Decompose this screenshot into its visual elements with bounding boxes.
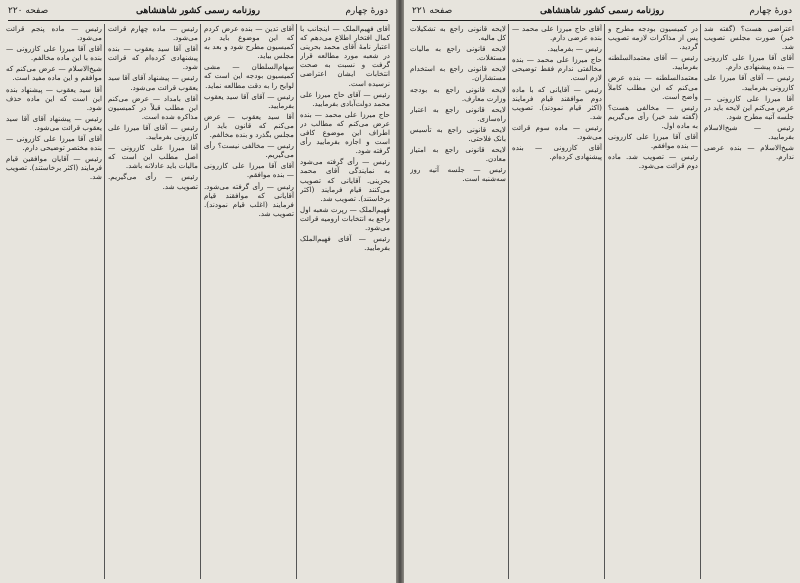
header-title: روزنامه رسمی کشور شاهنشاهی [136, 6, 260, 16]
paragraph: رئیس — رأی می‌گیریم. تصویب شد. [108, 172, 198, 191]
paragraph: لایحه قانونی راجع به مالیات مستغلات. [410, 44, 506, 63]
column-rule [508, 24, 509, 579]
paragraph: رئیس — ماده پنجم قرائت می‌شود. [6, 24, 102, 43]
paragraph: لایحه قانونی راجع به استخدام مستشاران. [410, 64, 506, 83]
paragraph: آقای کازرونی — بنده پیشنهادی کرده‌ام. [512, 143, 602, 162]
header-title: روزنامه رسمی کشور شاهنشاهی [540, 6, 664, 16]
paragraph: آقا سید یعقوب — پیشنهاد بنده این است که این ماده حذف شود. [6, 84, 102, 112]
book-gutter [396, 0, 404, 583]
paragraph: آقای تدین — بنده عرض کردم که این موضوع باید در کمیسیون مطرح شود و بعد به مجلس بیاید. [204, 24, 294, 61]
paragraph: رئیس — پیشنهاد آقای آقا سید یعقوب قرائت می‌شود. [6, 113, 102, 132]
column-rule [200, 24, 201, 579]
paragraph: رئیس — رأی گرفته می‌شود. آقایانی که موافقند قیام فرمایند (اغلب قیام نمودند). تصویب شد. [204, 181, 294, 218]
paragraph: شیخ‌الاسلام — بنده عرضی ندارم. [704, 143, 794, 162]
header-page-number: صفحه ۲۲۰ [8, 6, 49, 16]
paragraph: رئیس — پیشنهاد آقای آقا سید یعقوب قرائت می‌شود. [108, 73, 198, 92]
column-3 [108, 24, 198, 579]
column-2 [608, 24, 698, 579]
paragraph: فهیم‌الملک — رپرت شعبه اول راجع به انتخابات ارومیه قرائت می‌شود. [300, 204, 390, 232]
paragraph: آقا میرزا علی کازرونی — عرض می‌کنم این لایحه باید در جلسه آتیه مطرح شود. [704, 93, 794, 121]
paragraph: رئیس — آقای معتمدالسلطنه بفرمایید. [608, 53, 698, 72]
column-1 [300, 24, 390, 579]
paragraph: رئیس — جلسه آتیه روز سه‌شنبه است. [410, 165, 506, 184]
paragraph: رئیس — ماده چهارم قرائت می‌شود. [108, 24, 198, 43]
paragraph: رئیس — رأی گرفته می‌شود به نمایندگی آقای محمد بحرینی. آقایانی که تصویب می‌کنند قیام فرمایند (اکثر برخاستند). تصویب شد. [300, 157, 390, 203]
column-4 [6, 24, 102, 579]
column-1 [704, 24, 794, 579]
paragraph: آقای آقا میرزا علی کازرونی — بنده مختصر توضیحی دارم. [6, 134, 102, 153]
paragraph: رئیس — آقای حاج میرزا علی محمد دولت‌آبادی بفرمایید. [300, 89, 390, 108]
paragraph: معتمدالسلطنه — بنده عرض می‌کنم که این مطلب کاملاً واضح است. [608, 73, 698, 101]
paragraph: در کمیسیون بودجه مطرح و پس از مذاکرات لازمه تصویب گردید. [608, 24, 698, 52]
paragraph: آقای بامداد — عرض می‌کنم این مطلب قبلاً در کمیسیون مذاکره شده است. [108, 93, 198, 121]
paragraph: آقای آقا میرزا علی کازرونی — بنده موافقم. [608, 132, 698, 151]
paragraph: لایحه قانونی راجع به اعتبار راه‌سازی. [410, 104, 506, 123]
paragraph: آقا میرزا علی کازرونی — اصل مطلب این است که مالیات باید عادلانه باشد. [108, 143, 198, 171]
header-section: دورهٔ چهارم [749, 6, 792, 16]
paragraph: آقای آقا میرزا علی کازرونی — بنده با این ماده مخالفم. [6, 44, 102, 63]
paragraph: حاج میرزا علی محمد — بنده عرض می‌کنم که مطالب در اطراف این موضوع کافی است و اجازه بفرمایید رأی گرفته شود. [300, 109, 390, 156]
paragraph: آقای فهیم‌الملک — اینجانب با کمال افتخار اطلاع می‌دهم که اعتبار نامهٔ آقای محمد بحرینی در شعبه مورد مطالعه قرار گرفت و نسبت به صحت انتخابات ایشان اعتراضی نرسیده است. [300, 24, 390, 88]
paragraph: رئیس — مخالفی نیست؟ رأی می‌گیریم. [204, 141, 294, 160]
paragraph: شیخ‌الاسلام — عرض می‌کنم که موافقم و این ماده مفید است. [6, 64, 102, 83]
left-page [0, 0, 396, 583]
paragraph: آقای آقا میرزا علی کازرونی — بنده موافقم. [204, 161, 294, 180]
header-section: دورهٔ چهارم [345, 6, 388, 16]
paragraph: رئیس — بفرمایید. [547, 44, 602, 54]
paragraph: حاج میرزا علی محمد — بنده مخالفتی ندارم فقط توضیحی لازم است. [512, 55, 602, 83]
column-rule [700, 24, 701, 579]
right-page [404, 0, 800, 583]
paragraph: آقای آقا میرزا علی کازرونی — بنده پیشنهادی دارم. [704, 53, 794, 72]
paragraph: اعتراضی هست؟ (گفته شد خیر) صورت مجلس تصویب شد. [704, 24, 794, 52]
paragraph: رئیس — آقای فهیم‌الملک بفرمایید. [300, 234, 390, 253]
paragraph: رئیس — آقای آقا سید یعقوب بفرمایید. [204, 91, 294, 110]
paragraph: رئیس — ماده سوم قرائت می‌شود. [512, 122, 602, 142]
paragraph: آقا سید یعقوب — عرض می‌کنم که قانون باید از مجلس بگذرد و بنده مخالفم. [204, 111, 294, 140]
paragraph: لایحه قانونی راجع به بودجه وزارت معارف. [410, 84, 506, 103]
column-area [6, 24, 390, 579]
paragraph: رئیس — آقایانی که با ماده دوم موافقند قیام فرمایند (اکثر قیام نمودند). تصویب شد. [512, 84, 602, 121]
page-header [8, 6, 388, 21]
column-area [410, 24, 794, 579]
column-2 [204, 24, 294, 579]
paragraph: لایحه قانونی راجع به امتیاز معادن. [410, 145, 506, 164]
paragraph: رئیس — شیخ‌الاسلام بفرمایید. [704, 122, 794, 142]
paragraph: رئیس — تصویب شد. ماده دوم قرائت می‌شود. [608, 152, 698, 171]
column-rule [296, 24, 297, 579]
header-page-number: صفحه ۲۲۱ [412, 6, 453, 16]
paragraph: آقای آقا سید یعقوب — بنده پیشنهادی کرده‌ام که قرائت شود. [108, 44, 198, 72]
paragraph: رئیس — آقایان موافقین قیام فرمایند (اکثر برخاستند). تصویب شد. [6, 154, 102, 182]
paragraph: رئیس — مخالفی هست؟ (گفته شد خیر) رأی می‌گیریم به ماده اول. [608, 102, 698, 130]
paragraph: رئیس — آقای آقا میرزا علی کازرونی بفرمایید. [704, 73, 794, 92]
paragraph: لایحه قانونی راجع به تشکیلات کل مالیه. [410, 24, 506, 43]
paragraph: رئیس — آقای آقا میرزا علی کازرونی بفرمایید. [108, 122, 198, 142]
page-header [412, 6, 792, 21]
paragraph: سهام‌السلطان — مشی کمیسیون بودجه این است که لوایح را به دقت مطالعه نماید. [204, 62, 294, 90]
column-3 [512, 24, 602, 579]
paragraph: آقای حاج میرزا علی محمد — بنده عرضی دارم. [512, 24, 602, 43]
column-rule [104, 24, 105, 579]
paragraph: لایحه قانونی راجع به تأسیس بانک فلاحتی. [410, 124, 506, 144]
column-4 [410, 24, 506, 579]
column-rule [604, 24, 605, 579]
